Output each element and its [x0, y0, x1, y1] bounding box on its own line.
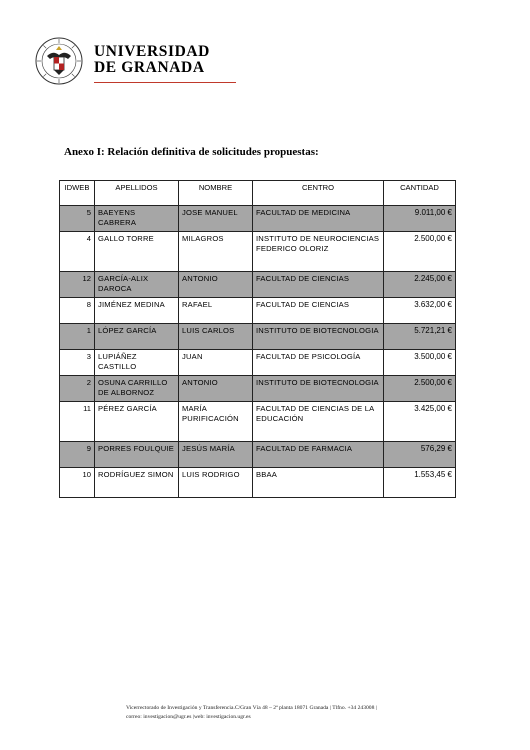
cell-idweb: 12	[60, 272, 95, 298]
col-header-centro: CENTRO	[253, 181, 384, 206]
cell-apellidos: OSUNA CARRILLO DE ALBORNOZ	[95, 376, 179, 402]
table-row	[60, 232, 456, 272]
cell-idweb: 4	[60, 232, 95, 272]
cell-cantidad: 1.553,45 €	[384, 468, 456, 498]
cell-nombre: RAFAEL	[179, 298, 253, 324]
cell-nombre: JOSE MANUEL	[179, 206, 253, 232]
cell-centro: INSTITUTO DE NEUROCIENCIAS FEDERICO OLORIZ	[253, 232, 384, 272]
cell-centro: FACULTAD DE FARMACIA	[253, 442, 384, 468]
cell-centro: INSTITUTO DE BIOTECNOLOGIA	[253, 376, 384, 402]
table-row	[60, 324, 456, 350]
table-row	[60, 468, 456, 498]
cell-centro: FACULTAD DE CIENCIAS DE LA EDUCACIÓN	[253, 402, 384, 442]
table-row	[60, 442, 456, 468]
cell-apellidos: GALLO TORRE	[95, 232, 179, 272]
footer-address: Vicerrectorado de Investigación y Transferencia.C/Gran Vía 48 – 2ª planta 18071 Granada | Tlfno. +34 243008 |	[126, 705, 377, 711]
cell-nombre: JUAN	[179, 350, 253, 376]
cell-apellidos: RODRÍGUEZ SIMON	[95, 468, 179, 498]
cell-idweb: 10	[60, 468, 95, 498]
cell-centro: FACULTAD DE CIENCIAS	[253, 272, 384, 298]
cell-cantidad: 2.500,00 €	[384, 232, 456, 272]
cell-nombre: ANTONIO	[179, 376, 253, 402]
cell-apellidos: BAEYENS CABRERA	[95, 206, 179, 232]
table-row	[60, 376, 456, 402]
cell-apellidos: GARCÍA-ALIX DAROCA	[95, 272, 179, 298]
cell-apellidos: LÓPEZ GARCÍA	[95, 324, 179, 350]
university-seal-logo	[34, 36, 84, 86]
page-footer	[126, 704, 377, 722]
cell-centro: INSTITUTO DE BIOTECNOLOGIA	[253, 324, 384, 350]
cell-nombre: ANTONIO	[179, 272, 253, 298]
cell-nombre: LUIS RODRIGO	[179, 468, 253, 498]
table-row	[60, 298, 456, 324]
annex-title: Anexo I: Relación definitiva de solicitudes propuestas:	[64, 146, 319, 158]
cell-cantidad: 2.500,00 €	[384, 376, 456, 402]
university-name-line1: UNIVERSIDAD	[94, 43, 210, 60]
cell-cantidad: 5.721,21 €	[384, 324, 456, 350]
cell-idweb: 1	[60, 324, 95, 350]
table-row	[60, 402, 456, 442]
cell-centro: FACULTAD DE MEDICINA	[253, 206, 384, 232]
university-name	[94, 44, 210, 76]
cell-nombre: MILAGROS	[179, 232, 253, 272]
cell-centro: BBAA	[253, 468, 384, 498]
cell-apellidos: PÉREZ GARCÍA	[95, 402, 179, 442]
footer-contact: correo: investigacion@ugr.es |web: investigacion.ugr.es	[126, 714, 251, 720]
cell-cantidad: 3.425,00 €	[384, 402, 456, 442]
cell-centro: FACULTAD DE CIENCIAS	[253, 298, 384, 324]
col-header-nombre: NOMBRE	[179, 181, 253, 206]
col-header-idweb: IDWEB	[60, 181, 95, 206]
university-name-line2: DE GRANADA	[94, 59, 205, 76]
cell-cantidad: 2.245,00 €	[384, 272, 456, 298]
cell-cantidad: 3.632,00 €	[384, 298, 456, 324]
cell-idweb: 3	[60, 350, 95, 376]
col-header-cantidad: CANTIDAD	[384, 181, 456, 206]
cell-apellidos: JIMÉNEZ MEDINA	[95, 298, 179, 324]
table-row	[60, 272, 456, 298]
table-header-row	[60, 181, 456, 206]
table-row	[60, 350, 456, 376]
cell-centro: FACULTAD DE PSICOLOGÍA	[253, 350, 384, 376]
cell-idweb: 9	[60, 442, 95, 468]
cell-apellidos: PORRES FOULQUIE	[95, 442, 179, 468]
cell-apellidos: LUPIÁÑEZ CASTILLO	[95, 350, 179, 376]
cell-idweb: 2	[60, 376, 95, 402]
header-divider	[94, 82, 236, 83]
cell-idweb: 8	[60, 298, 95, 324]
cell-idweb: 11	[60, 402, 95, 442]
cell-cantidad: 9.011,00 €	[384, 206, 456, 232]
cell-nombre: LUIS CARLOS	[179, 324, 253, 350]
applications-table	[59, 180, 455, 498]
table-row	[60, 206, 456, 232]
cell-idweb: 5	[60, 206, 95, 232]
university-header	[34, 36, 214, 88]
col-header-apellidos: APELLIDOS	[95, 181, 179, 206]
cell-cantidad: 3.500,00 €	[384, 350, 456, 376]
cell-cantidad: 576,29 €	[384, 442, 456, 468]
cell-nombre: JESÚS MARÍA	[179, 442, 253, 468]
cell-nombre: MARÍA PURIFICACIÓN	[179, 402, 253, 442]
